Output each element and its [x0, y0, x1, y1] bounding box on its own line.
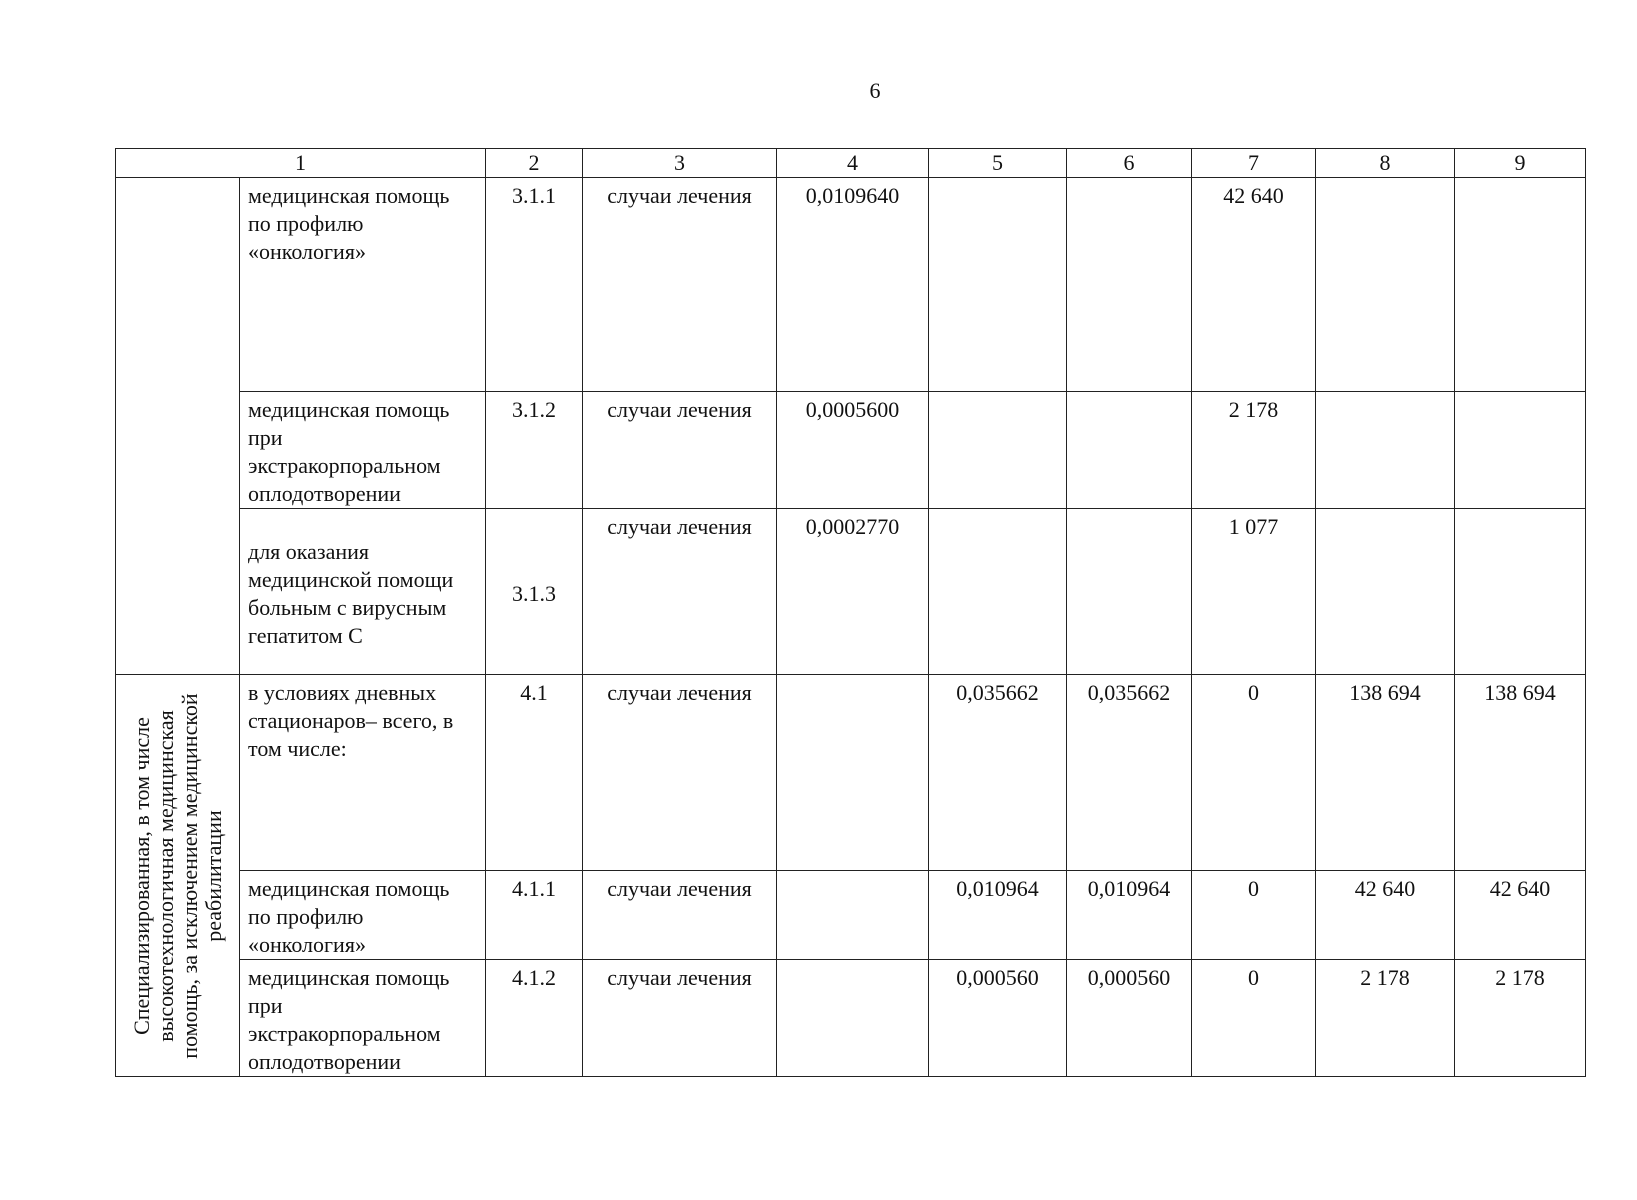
row-col7: 0 — [1192, 960, 1316, 1077]
row-col6: 0,010964 — [1067, 871, 1192, 960]
row-name: медицинская помощь при экстракорпоральном оплодотворении — [240, 960, 486, 1077]
row-col4 — [777, 871, 929, 960]
row-unit: случаи лечения — [583, 509, 777, 675]
group-label-wrap — [116, 675, 239, 1076]
row-col7: 1 077 — [1192, 509, 1316, 675]
row-col4 — [777, 960, 929, 1077]
row-col6 — [1067, 178, 1192, 392]
row-col7: 0 — [1192, 675, 1316, 871]
row-col5: 0,000560 — [929, 960, 1067, 1077]
row-name: медицинская помощь по профилю «онкология» — [240, 871, 486, 960]
header-cell: 8 — [1316, 149, 1455, 178]
table-row — [116, 960, 1586, 1077]
row-col9 — [1455, 509, 1586, 675]
row-code: 4.1.1 — [486, 871, 583, 960]
row-col4: 0,0005600 — [777, 392, 929, 509]
table-row — [116, 509, 1586, 675]
header-cell: 1 — [116, 149, 486, 178]
data-table — [115, 148, 1586, 1077]
row-name: для оказания медицинской помощи больным с вирусным гепатитом С — [240, 509, 486, 675]
row-unit: случаи лечения — [583, 871, 777, 960]
header-cell: 6 — [1067, 149, 1192, 178]
header-cell: 7 — [1192, 149, 1316, 178]
row-col8: 2 178 — [1316, 960, 1455, 1077]
row-code: 3.1.3 — [486, 509, 583, 675]
row-col7: 0 — [1192, 871, 1316, 960]
row-col4: 0,0109640 — [777, 178, 929, 392]
row-unit: случаи лечения — [583, 392, 777, 509]
row-col9 — [1455, 178, 1586, 392]
page-number: 6 — [869, 78, 881, 103]
row-col8: 138 694 — [1316, 675, 1455, 871]
table-row — [116, 392, 1586, 509]
row-col6 — [1067, 392, 1192, 509]
row-col6 — [1067, 509, 1192, 675]
header-cell: 9 — [1455, 149, 1586, 178]
row-name: медицинская помощь по профилю «онкология» — [240, 178, 486, 392]
header-cell: 5 — [929, 149, 1067, 178]
row-unit: случаи лечения — [583, 178, 777, 392]
row-col8 — [1316, 392, 1455, 509]
row-col7: 42 640 — [1192, 178, 1316, 392]
row-unit: случаи лечения — [583, 675, 777, 871]
header-row — [116, 149, 1586, 178]
header-cell: 4 — [777, 149, 929, 178]
row-col5 — [929, 509, 1067, 675]
row-col5: 0,035662 — [929, 675, 1067, 871]
row-code: 4.1 — [486, 675, 583, 871]
row-col9: 138 694 — [1455, 675, 1586, 871]
row-name: медицинская помощь при экстракорпоральном оплодотворении — [240, 392, 486, 509]
group-label-cell — [116, 675, 240, 1077]
row-code: 4.1.2 — [486, 960, 583, 1077]
row-col5: 0,010964 — [929, 871, 1067, 960]
group-label: Специализированная, в том числе высокотехнологичная медицинская помощь, за исключением медицинской реабилитации — [128, 692, 226, 1059]
empty-group-cell — [116, 178, 240, 675]
row-col8: 42 640 — [1316, 871, 1455, 960]
row-col9 — [1455, 392, 1586, 509]
row-col8 — [1316, 509, 1455, 675]
table-row — [116, 178, 1586, 392]
row-col5 — [929, 392, 1067, 509]
header-cell: 3 — [583, 149, 777, 178]
row-col6: 0,000560 — [1067, 960, 1192, 1077]
row-col9: 2 178 — [1455, 960, 1586, 1077]
row-col9: 42 640 — [1455, 871, 1586, 960]
row-name: в условиях дневных стационаров– всего, в том числе: — [240, 675, 486, 871]
row-col7: 2 178 — [1192, 392, 1316, 509]
row-code: 3.1.1 — [486, 178, 583, 392]
row-col4: 0,0002770 — [777, 509, 929, 675]
row-code: 3.1.2 — [486, 392, 583, 509]
header-cell: 2 — [486, 149, 583, 178]
row-col8 — [1316, 178, 1455, 392]
row-col5 — [929, 178, 1067, 392]
table-row — [116, 675, 1586, 871]
row-unit: случаи лечения — [583, 960, 777, 1077]
row-col6: 0,035662 — [1067, 675, 1192, 871]
table-row — [116, 871, 1586, 960]
row-col4 — [777, 675, 929, 871]
